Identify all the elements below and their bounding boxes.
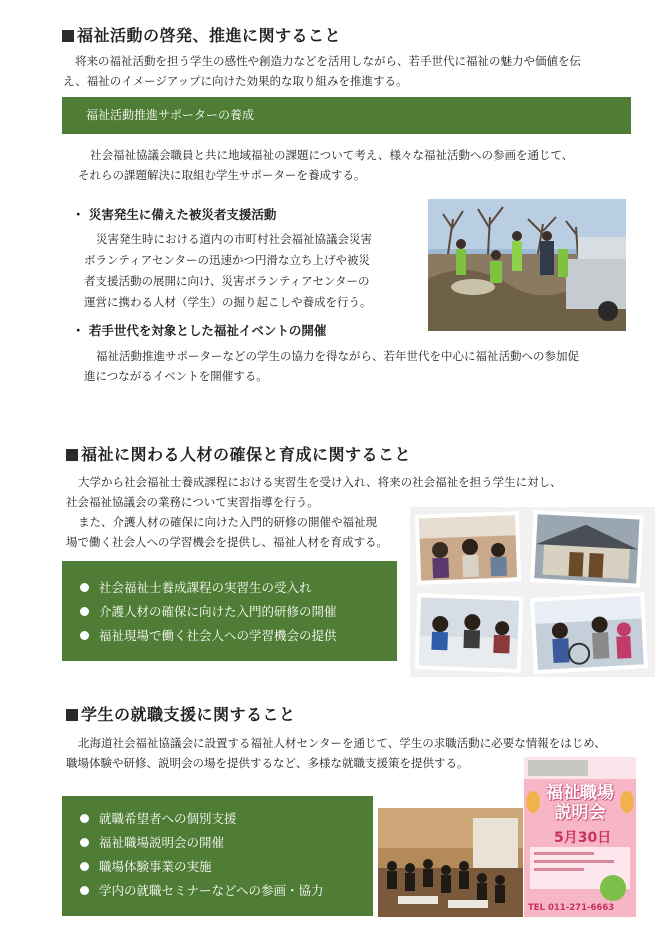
bullet-dot-icon: [80, 814, 89, 823]
poster-detail-line: [534, 852, 594, 855]
youth-event-text: 福祉活動推進サポーターなどの学生の協力を得ながら、若年世代を中心に福祉活動への参加促 進につながるイベントを開催する。: [84, 349, 579, 383]
youth-event-heading: ・ 若手世代を対象とした福祉イベントの開催: [72, 323, 327, 338]
bullet-dot-icon: [80, 631, 89, 640]
poster-phone: TEL 011-271-6663: [528, 903, 615, 913]
list-item: 福祉職場説明会の開催: [80, 830, 373, 854]
square-bullet-icon: [66, 709, 78, 721]
character-icon: [526, 791, 540, 813]
supporter-training-band: 福祉活動推進サポーターの養成: [62, 97, 631, 134]
disaster-support-text: 災害発生時における道内の市町村社会福祉協議会災害 ボランティアセンターの迅速かつ円滑な立ち上げや被災 者支援活動の展開に向け、災害ボランティアセンターの 運営に携わる人材（学生）の掘り起こしや養成を行う。: [84, 232, 372, 309]
list-item: 福祉現場で働く社会人への学習機会の提供: [80, 623, 397, 647]
poster-title: 福祉職場 説明会: [546, 783, 614, 823]
section3-bullet-box: [62, 796, 373, 916]
section-heading-job-support: 学生の就職支援に関すること: [66, 702, 296, 725]
section1-lead: 将来の福祉活動を担う学生の感性や創造力などを活用しながら、若手世代に福祉の魅力や価値を伝 え、福祉のイメージアップに向けた効果的な取り組みを推進する。: [63, 54, 581, 88]
section2-bullet-box: [62, 561, 397, 661]
bullet-dot-icon: [80, 886, 89, 895]
poster-detail-line: [534, 868, 584, 871]
list-item: 社会福祉士養成課程の実習生の受入れ: [80, 575, 397, 599]
disaster-support-heading: ・ 災害発生に備えた被災者支援活動: [72, 207, 277, 222]
poster-date: 5月30日: [554, 830, 612, 846]
bullet-dot-icon: [80, 583, 89, 592]
bullet-dot-icon: [80, 607, 89, 616]
square-bullet-icon: [66, 449, 78, 461]
character-icon: [620, 791, 634, 813]
disaster-volunteer-photo: [428, 199, 626, 331]
list-item: 就職希望者への個別支援: [80, 806, 373, 830]
square-bullet-icon: [62, 30, 74, 42]
poster-circle-badge: [600, 875, 626, 901]
section3-text: 北海道社会福祉協議会に設置する福祉人材センターを通じて、学生の求職活動に必要な情報をはじめ、 職場体験や研修、説明会の場を提供するなど、多様な就職支援策を提供する。: [66, 736, 606, 770]
section-heading-welfare-promotion: 福祉活動の啓発、推進に関すること: [62, 23, 341, 46]
section-heading-human-resources: 福祉に関わる人材の確保と育成に関すること: [66, 442, 411, 465]
list-item: 職場体験事業の実施: [80, 854, 373, 878]
supporter-training-text: 社会福祉協議会職員と共に地域福祉の課題について考え、様々な福祉活動への参画を通じて、 それらの課題解決に取組む学生サポーターを養成する。: [78, 148, 574, 182]
list-item: 学内の就職セミナーなどへの参画・協力: [80, 878, 373, 902]
training-photo-collage: [410, 507, 655, 677]
section2-text: 大学から社会福祉士養成課程における実習生を受け入れ、将来の社会福祉を担う学生に対し、 社会福祉協議会の業務について実習指導を行う。 また、介護人材の確保に向けた入門的研修の開催や福祉現 場で働く社会人への学習機会を提供し、福祉人材を育成する。: [66, 475, 562, 549]
list-item: 介護人材の確保に向けた入門的研修の開催: [80, 599, 397, 623]
bullet-dot-icon: [80, 862, 89, 871]
poster-detail-line: [534, 860, 614, 863]
job-fair-poster: [524, 757, 636, 917]
bullet-dot-icon: [80, 838, 89, 847]
poster-badge: [528, 760, 588, 776]
job-fair-photo: [378, 808, 523, 917]
